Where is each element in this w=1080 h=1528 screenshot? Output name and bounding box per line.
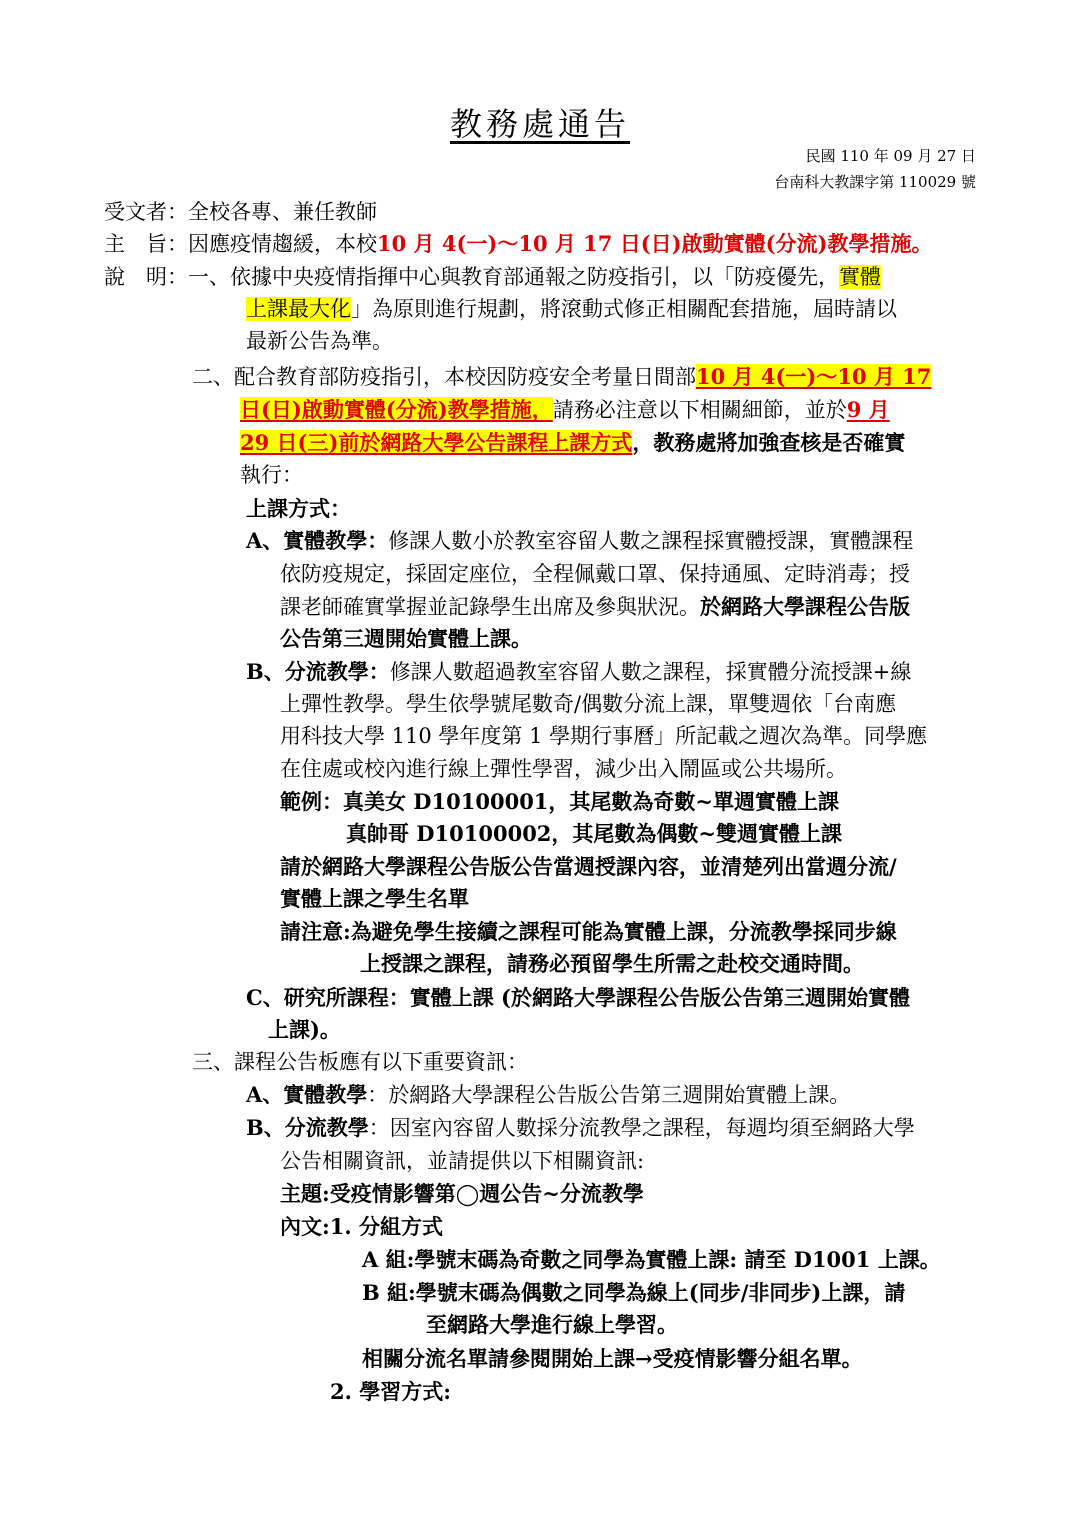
- mode-b-note4: 上授課之課程，請務必預留學生所需之赴校交通時間。: [360, 951, 864, 976]
- mode-a-label: A、實體教學：: [246, 528, 389, 553]
- point3-body: 內文:1. 分組方式: [280, 1214, 443, 1239]
- notice-title: 教務處通告: [449, 105, 630, 143]
- mode-a-line3-bold: 於網路大學課程公告版: [700, 594, 910, 619]
- point2-line3: [240, 428, 905, 458]
- point2-deadline-b: 29 日(三)前於網路大學公告課程上課方式: [240, 430, 633, 455]
- explain-label: 說 明：: [104, 265, 188, 289]
- study-method: 2. 學習方式:: [330, 1379, 451, 1404]
- mode-b-label: B、分流教學：: [246, 659, 390, 684]
- mode-a-text: 修課人數小於教室容留人數之課程採實體授課，實體課程: [388, 529, 914, 553]
- mode-b-note2: 實體上課之學生名單: [280, 886, 469, 911]
- point2-deadline-a: 9 月: [846, 397, 890, 422]
- point3-b-line2: 公告相關資訊，並請提供以下相關資訊:: [280, 1149, 645, 1173]
- point1-highlight-a: 實體: [839, 265, 881, 289]
- point2-date-range-b: 日(日)啟動實體(分流)教學措施，: [240, 397, 553, 422]
- mode-b-line2: 上彈性教學。學生依學號尾數奇/偶數分流上課，單雙週依「台南應: [280, 692, 897, 716]
- point1-highlight-b: 上課最大化: [246, 297, 351, 321]
- point3-title: 三、課程公告板應有以下重要資訊：: [192, 1050, 528, 1074]
- mode-b-line3: 用科技大學 110 學年度第 1 學期行事曆」所記載之週次為準。同學應: [280, 724, 928, 748]
- notice-ref-number: 台南科大教課字第 110029 號: [774, 173, 976, 191]
- point1-line1: 一、依據中央疫情指揮中心與教育部通報之防疫指引，以「防疫優先，: [188, 265, 839, 289]
- group-list-note: 相關分流名單請參閱開始上課→受疫情影響分組名單。: [362, 1346, 863, 1371]
- recipient-line: 受文者：全校各專、兼任教師: [104, 200, 377, 224]
- point3-a-label: A、實體教學: [246, 1082, 368, 1107]
- point2-line1-text: 二、配合教育部防疫指引，本校因防疫安全考量日間部: [192, 365, 696, 389]
- mode-b-note3: 請注意:為避免學生接續之課程可能為實體上課，分流教學採同步線: [280, 919, 897, 944]
- point1-line3: 最新公告為準。: [246, 329, 393, 353]
- point2-line4: 執行：: [240, 463, 303, 487]
- mode-a-line3: [280, 592, 910, 622]
- example-2: 真帥哥 D10100002，其尾數為偶數~雙週實體上課: [346, 821, 843, 846]
- point1-line2-text: 」為原則進行規劃，將滾動式修正相關配套措施，屆時請以: [351, 297, 897, 321]
- mode-a-line1: [246, 526, 913, 556]
- point3-b: [246, 1113, 915, 1143]
- subject-lead: 因應疫情趨緩，本校: [188, 232, 377, 256]
- point2-line3-text: ，教務處將加強查核是否確實: [632, 430, 906, 455]
- subject-line: [104, 229, 932, 259]
- mode-a-line4: 公告第三週開始實體上課。: [280, 626, 532, 651]
- point2-line2-text: 請務必注意以下相關細節，並於: [552, 398, 847, 422]
- point3-topic: 主題:受疫情影響第◯週公告~分流教學: [280, 1181, 644, 1206]
- mode-b-note1: 請於網路大學課程公告版公告當週授課內容，並清楚列出當週分流/: [280, 854, 897, 879]
- point2-line1: [192, 362, 931, 392]
- group-b-line1: B 組:學號末碼為偶數之同學為線上(同步/非同步)上課，請: [362, 1280, 906, 1305]
- mode-b-line1: [246, 657, 911, 687]
- mode-b-line4: 在住處或校內進行線上彈性學習，減少出入鬧區或公共場所。: [280, 757, 847, 781]
- notice-date: 民國 110 年 09 月 27 日: [805, 147, 976, 165]
- point2-line2: [240, 395, 890, 425]
- point1-line2: [246, 294, 897, 324]
- mode-c-line2: 上課)。: [268, 1017, 341, 1042]
- point3-a: [246, 1080, 850, 1110]
- group-a: A 組:學號末碼為奇數之同學為實體上課: 請至 D1001 上課。: [362, 1247, 941, 1272]
- subject-highlight: 10 月 4(一)～10 月 17 日(日)啟動實體(分流)教學措施。: [377, 231, 933, 256]
- subject-label: 主 旨：: [104, 232, 188, 256]
- example-1: 範例：真美女 D10100001，其尾數為奇數~單週實體上課: [280, 789, 840, 814]
- point3-b-label: B、分流教學: [246, 1115, 369, 1140]
- mode-c-line1: C、研究所課程：實體上課 (於網路大學課程公告版公告第三週開始實體: [246, 985, 910, 1010]
- point2-date-range-a: 10 月 4(一)～10 月 17: [696, 364, 932, 389]
- point3-a-text: ：於網路大學課程公告版公告第三週開始實體上課。: [367, 1083, 851, 1107]
- mode-b-text: 修課人數超過教室容留人數之課程，採實體分流授課+線: [389, 660, 912, 684]
- mode-a-line2: 依防疫規定，採固定座位，全程佩戴口罩、保持通風、定時消毒；授: [280, 562, 910, 586]
- mode-title: 上課方式：: [246, 496, 351, 521]
- point3-b-text: ：因室內容留人數採分流教學之課程，每週均須至網路大學: [368, 1116, 915, 1140]
- group-b-line2: 至網路大學進行線上學習。: [426, 1312, 678, 1337]
- explain-line-1: [104, 262, 881, 292]
- mode-a-line3-text: 課老師確實掌握並記錄學生出席及參與狀況。: [280, 595, 700, 619]
